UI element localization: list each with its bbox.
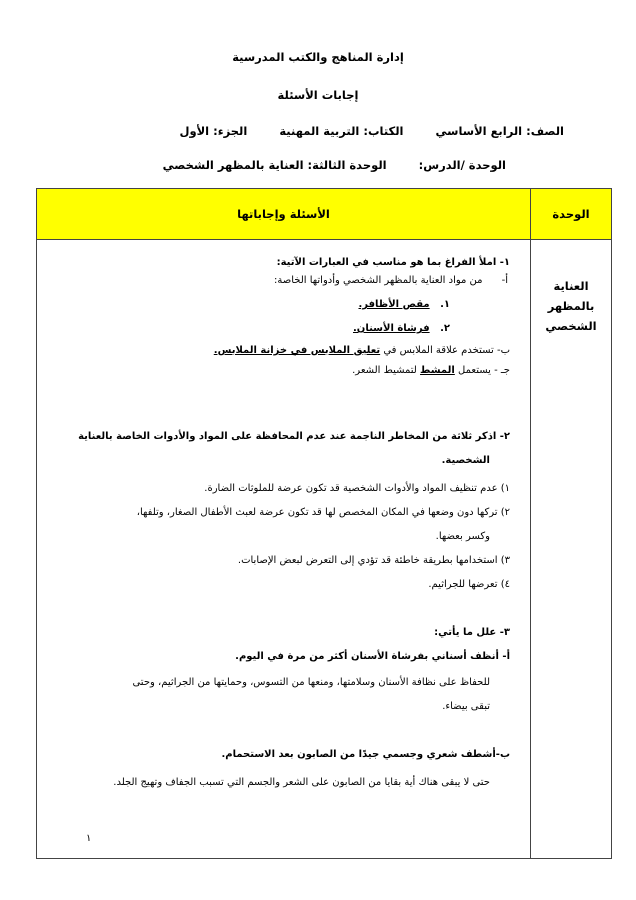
q1-a1 xyxy=(43,296,450,314)
unit-cell xyxy=(531,240,612,859)
document-title: إجابات الأسئلة xyxy=(277,88,359,102)
q1-c-text2: لتمشيط الشعر. xyxy=(352,365,417,376)
qa-content xyxy=(37,240,530,822)
q1-title: ١- املأ الفراغ بما هو مناسب في العبارات الآتية: xyxy=(276,257,510,268)
q1-a1-answer: مقص الأظافر. xyxy=(358,299,430,310)
grade-label: الصف: الرابع الأساسي xyxy=(435,124,564,138)
q1-c-text1: جـ - يستعمل xyxy=(458,365,510,376)
q1-b-text: ب- تستخدم علاقة الملابس في xyxy=(383,345,510,356)
q2-title-line2: الشخصية. xyxy=(441,455,490,466)
unit-line-2: الشخصي xyxy=(545,319,597,333)
q1-b xyxy=(43,342,510,360)
q1-a2 xyxy=(43,320,450,338)
q2-item-2b: وكسر بعضها. xyxy=(435,531,490,542)
q2-title-line1: ٢- اذكر ثلاثة من المخاطر الناجمة عند عدم المحافظة على المواد والأدوات الخاصة بالعناية xyxy=(78,431,510,442)
qa-cell xyxy=(37,240,531,859)
qa-column-header: الأسئلة وإجاباتها xyxy=(37,189,531,240)
q3-b-answer: حتى لا يبقى هناك أية بقايا من الصابون على الشعر والجسم التي تسبب الجفاف وتهيج الجلد. xyxy=(113,777,490,788)
part-label: الجزء: الأول xyxy=(179,124,248,138)
unit-lesson-row xyxy=(135,158,506,172)
page-number: ١ xyxy=(86,833,92,844)
q3-b-question: ب-أشطف شعري وجسمي جيدًا من الصابون بعد الاستحمام. xyxy=(221,749,510,760)
q3-a-answer-line2: تبقى بيضاء. xyxy=(442,701,490,712)
unit-lesson-label: الوحدة /الدرس: xyxy=(418,158,506,172)
q2-item-3: ٣) استخدامها بطريقة خاطئة قد تؤدي إلى التعرض لبعض الإصابات. xyxy=(237,555,510,566)
q1-a-text: من مواد العناية بالمظهر الشخصي وأدواتها الخاصة: xyxy=(274,275,483,286)
unit-name: الوحدة الثالثة: العناية بالمظهر الشخصي xyxy=(162,158,387,172)
q1-a-label: أ- xyxy=(501,275,508,286)
q1-a2-num: ٢. xyxy=(440,323,450,334)
unit-column-header: الوحدة xyxy=(531,189,612,240)
unit-line-1: العناية بالمظهر xyxy=(547,279,595,313)
q1-c xyxy=(43,362,510,380)
book-label: الكتاب: التربية المهنية xyxy=(279,124,404,138)
grade-book-row xyxy=(151,124,564,138)
q1-a2-answer: فرشاة الأسنان. xyxy=(353,323,430,334)
qa-table xyxy=(36,188,612,859)
q2-item-1: ١) عدم تنظيف المواد والأدوات الشخصية قد تكون عرضة للملوثات الضارة. xyxy=(204,483,510,494)
q2-item-2a: ٢) تركها دون وضعها في المكان المخصص لها قد تكون عرضة لعبث الأطفال الصغار، وتلفها، xyxy=(136,507,510,518)
q1-c-answer: المشط xyxy=(420,365,455,376)
department-heading: إدارة المناهج والكتب المدرسية xyxy=(232,50,404,64)
q1-a xyxy=(43,272,508,290)
q3-a-answer-line1: للحفاظ على نظافة الأسنان وسلامتها، ومنعها من التسوس، وحمايتها من الجراثيم، وحتى xyxy=(132,677,490,688)
q1-b-answer: تعليق الملابس في خزانة الملابس. xyxy=(213,345,381,356)
q2-item-4: ٤) تعرضها للجراثيم. xyxy=(428,579,510,590)
q3-title: ٣- علل ما يأتي: xyxy=(434,627,510,638)
q1-a1-num: ١. xyxy=(440,299,450,310)
q3-a-question: أ- أنظف أسناني بفرشاة الأسنان أكثر من مرة في اليوم. xyxy=(235,651,510,662)
